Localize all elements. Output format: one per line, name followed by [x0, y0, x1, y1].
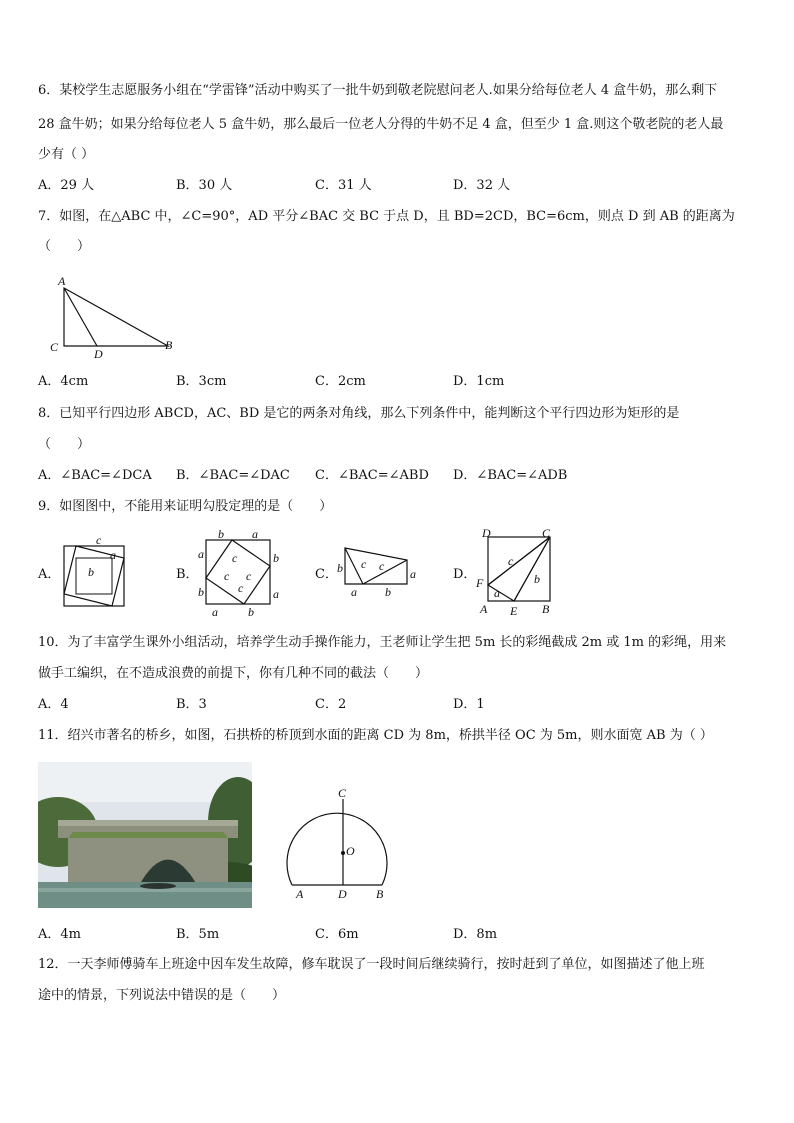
q11-option-d: D．8m: [453, 927, 498, 942]
svg-text:c: c: [232, 551, 238, 565]
q7-label-b: B: [165, 338, 173, 352]
svg-text:c: c: [361, 557, 367, 571]
q8-option-c: C．∠BAC=∠ABD: [315, 468, 429, 483]
svg-text:b: b: [534, 572, 540, 586]
q6-text-line1: 6．某校学生志愿服务小组在“学雷锋”活动中购买了一批牛奶到敬老院慰问老人.如果分给每位老人 4 盒牛奶，那么剩下: [38, 83, 718, 98]
q9-text-line1: 9．如图图中，不能用来证明勾股定理的是（ ）: [38, 499, 333, 514]
svg-text:c: c: [379, 559, 385, 573]
svg-text:F: F: [476, 576, 484, 590]
svg-text:D: D: [482, 527, 491, 540]
q8-text-line2: （ ）: [38, 437, 91, 452]
svg-text:C: C: [542, 527, 551, 540]
svg-text:b: b: [273, 551, 279, 565]
q10-text-line1: 10．为了丰富学生课外小组活动，培养学生动手操作能力，王老师让学生把 5m 长的彩绳截成 2m 或 1m 的彩绳，用来: [38, 635, 727, 650]
svg-text:a: a: [494, 586, 500, 600]
q7-triangle-figure: [40, 270, 190, 365]
q10-option-b: B．3: [176, 697, 207, 712]
svg-text:b: b: [198, 585, 204, 599]
q7-label-c: C: [50, 340, 59, 354]
svg-text:a: a: [212, 605, 218, 619]
svg-text:a: a: [351, 585, 357, 599]
svg-text:c: c: [96, 533, 102, 547]
q8-option-b: B．∠BAC=∠DAC: [176, 468, 290, 483]
q6-text-line3: 少有（ ）: [38, 147, 95, 162]
svg-text:B: B: [542, 602, 550, 616]
svg-text:b: b: [88, 565, 94, 579]
q8-option-a: A．∠BAC=∠DCA: [38, 468, 152, 483]
q7-option-c: C．2cm: [315, 374, 366, 389]
svg-text:c: c: [238, 581, 244, 595]
q11-label-a: A: [296, 887, 304, 901]
svg-text:E: E: [510, 604, 518, 618]
q9-option-a-letter: A．: [38, 567, 61, 582]
q6-text-line2: 28 盒牛奶；如果分给每位老人 5 盒牛奶，那么最后一位老人分得的牛奶不足 4 盒，但至少 1 盒.则这个敬老院的老人最: [38, 117, 724, 132]
q10-text-line2: 做手工编织，在不造成浪费的前提下，你有几种不同的截法（ ）: [38, 666, 429, 681]
q11-label-b: B: [376, 887, 384, 901]
svg-text:a: a: [252, 528, 258, 541]
q7-text-line1: 7．如图，在△ABC 中，∠C=90°，AD 平分∠BAC 交 BC 于点 D，且 BD=2CD，BC=6cm，则点 D 到 AB 的距离为: [38, 209, 735, 224]
q8-option-d: D．∠BAC=∠ADB: [453, 468, 568, 483]
q9-option-b-letter: B．: [176, 567, 199, 582]
q9-figure-d: [474, 527, 564, 619]
svg-text:a: a: [110, 548, 116, 562]
q11-arch-figure: [282, 785, 402, 905]
svg-text:a: a: [273, 587, 279, 601]
q8-text-line1: 8．已知平行四边形 ABCD，AC、BD 是它的两条对角线，那么下列条件中，能判断这个平行四边形为矩形的是: [38, 406, 680, 421]
q11-label-c: C: [338, 786, 347, 800]
svg-text:c: c: [508, 554, 514, 568]
stone-arch-bridge-photo: [38, 762, 252, 908]
q7-option-a: A．4cm: [38, 374, 89, 389]
q11-option-c: C．6m: [315, 927, 359, 942]
q7-label-a: A: [58, 274, 66, 288]
q12-text-line2: 途中的情景，下列说法中错误的是（ ）: [38, 988, 286, 1003]
svg-text:b: b: [385, 585, 391, 599]
q9-option-d-letter: D．: [453, 567, 477, 582]
q9-figure-b: [196, 528, 286, 620]
q11-option-a: A．4m: [38, 927, 81, 942]
q10-option-d: D．1: [453, 697, 485, 712]
q9-figure-a: [60, 532, 130, 612]
q12-text-line1: 12．一天李师傅骑车上班途中因车发生故障，修车耽误了一段时间后继续骑行，按时赶到了单位，如图描述了他上班: [38, 957, 705, 972]
q10-option-a: A．4: [38, 697, 69, 712]
q9-figure-c: [333, 540, 423, 602]
q6-option-b: B．30 人: [176, 178, 233, 193]
q11-option-b: B．5m: [176, 927, 220, 942]
svg-text:a: a: [410, 567, 416, 581]
svg-text:b: b: [248, 605, 254, 619]
svg-text:c: c: [246, 569, 252, 583]
q6-option-d: D．32 人: [453, 178, 511, 193]
q11-label-d: D: [338, 887, 347, 901]
q7-label-d: D: [94, 347, 103, 361]
q9-option-c-letter: C．: [315, 567, 338, 582]
q7-option-b: B．3cm: [176, 374, 227, 389]
svg-text:A: A: [480, 602, 488, 616]
q10-option-c: C．2: [315, 697, 347, 712]
svg-text:c: c: [224, 569, 230, 583]
svg-text:b: b: [218, 528, 224, 541]
svg-text:b: b: [337, 561, 343, 575]
q11-label-o: O: [346, 844, 355, 858]
q7-option-d: D．1cm: [453, 374, 505, 389]
q11-text-line1: 11．绍兴市著名的桥乡，如图，石拱桥的桥顶到水面的距离 CD 为 8m，桥拱半径 OC 为 5m，则水面宽 AB 为（ ）: [38, 728, 713, 743]
q6-option-c: C．31 人: [315, 178, 372, 193]
q6-option-a: A．29 人: [38, 178, 95, 193]
q7-text-line2: （ ）: [38, 239, 91, 254]
svg-text:a: a: [198, 547, 204, 561]
